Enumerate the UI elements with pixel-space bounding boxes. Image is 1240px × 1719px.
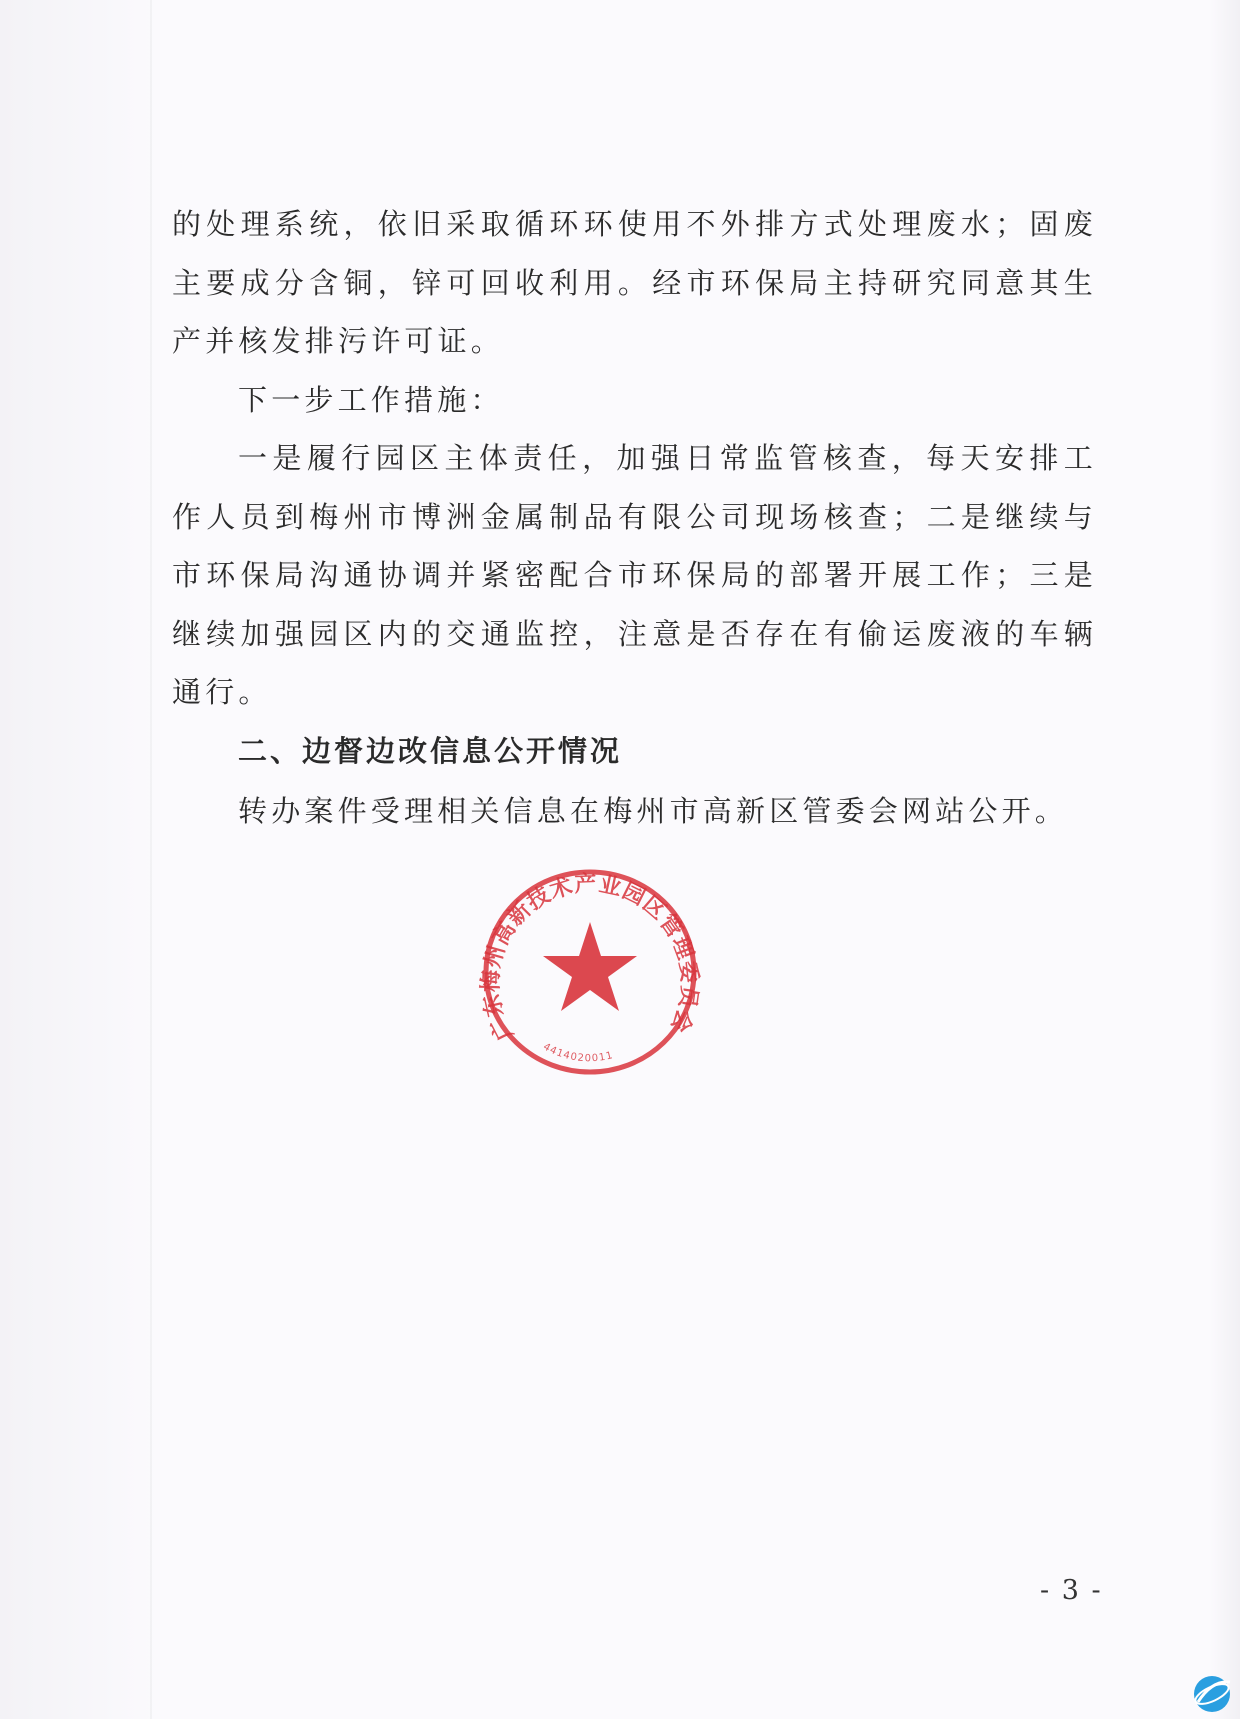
official-seal: [470, 860, 710, 1090]
paragraph-disclosure: 转办案件受理相关信息在梅州市高新区管委会网站公开。: [238, 793, 1069, 828]
paragraph-next-steps-label: 下一步工作措施：: [238, 382, 504, 417]
seal-text: 广东梅州高新技术产业园区管理委员会: [478, 871, 702, 1045]
scan-edge: [150, 0, 152, 1719]
page-number: - 3 -: [1040, 1575, 1103, 1606]
globe-logo-icon: [1188, 1672, 1236, 1716]
svg-text:4414020011: [541, 1041, 614, 1064]
seal-code: 4414020011: [541, 1041, 615, 1065]
paragraph-measures: 一是履行园区主体责任，加强日常监管核查，每天安排工作人员到梅州市博洲金属制品有限公司现场核查；二是继续与市环保局沟通协调并紧密配合市环保局的部署开展工作；三是继续加强园区内的交通监控，注意是否存在有偷运废液的车辆通行。: [172, 441, 1097, 709]
body-text: [172, 195, 1097, 840]
section-heading: 二、边督边改信息公开情况: [238, 733, 623, 768]
seal-star: [543, 922, 637, 1011]
paragraph-continuation: 的处理系统，依旧采取循环环使用不外排方式处理废水；固废主要成分含铜，锌可回收利用。经市环保局主持研究同意其生产并核发排污许可证。: [172, 207, 1097, 358]
